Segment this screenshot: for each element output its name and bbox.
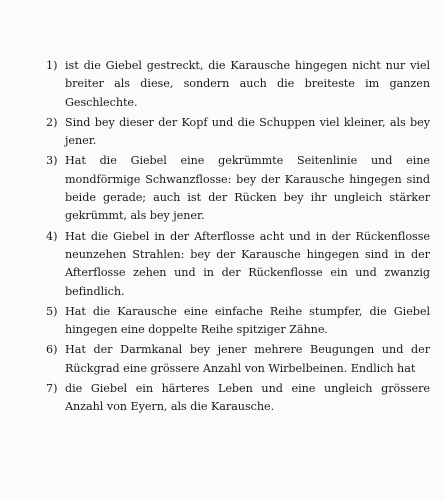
list-item-4 (46, 228, 430, 301)
list-item-6 (46, 341, 430, 378)
item-text-1: ist die Giebel gestreckt, die Karausche hingegen nicht nur viel breiter als diese, sondern auch die breiteste im ganzen Geschlechte. (65, 59, 430, 109)
list-item-3 (46, 152, 430, 225)
item-number-5: 5) (46, 304, 58, 318)
item-number-6: 6) (46, 343, 58, 357)
item-text-6: Hat der Darmkanal bey jener mehrere Beugungen und der Rückgrad eine grössere Anzahl von Wirbelbeinen. Endlich hat (65, 343, 430, 375)
list-item-7 (46, 380, 430, 417)
item-number-1: 1) (46, 59, 58, 72)
item-text-7: die Giebel ein härteres Leben und eine ungleich grössere Anzahl von Eyern, als die Karausche. (65, 382, 430, 414)
item-number-7: 7) (46, 382, 58, 396)
item-number-4: 4) (46, 229, 58, 243)
list-item-1 (46, 57, 430, 112)
list-item-5 (46, 303, 430, 340)
item-text-5: Hat die Karausche eine einfache Reihe stumpfer, die Giebel hingegen eine doppelte Reihe spitziger Zähne. (65, 304, 430, 337)
item-number-2: 2) (46, 115, 58, 129)
list-item-2 (46, 114, 430, 151)
item-number-3: 3) (46, 154, 58, 168)
item-text-3: Hat die Giebel eine gekrümmte Seitenlinie und eine mondförmige Schwanzflosse: bey der Karausche hingegen sind beide gerade; auch ist der Rücken bey ihr ungleich stärker gekrümmt, als bey jener. (65, 154, 430, 223)
item-text-4: Hat die Giebel in der Afterflosse acht und in der Rückenflosse neunzehen Strahlen: bey der Karausche hingegen sind in der Afterflosse zehen und in der Rückenflosse ein und zwanzig befindlich. (65, 229, 430, 298)
item-text-2: Sind bey dieser der Kopf und die Schuppen viel kleiner, als bey jener. (65, 115, 430, 148)
